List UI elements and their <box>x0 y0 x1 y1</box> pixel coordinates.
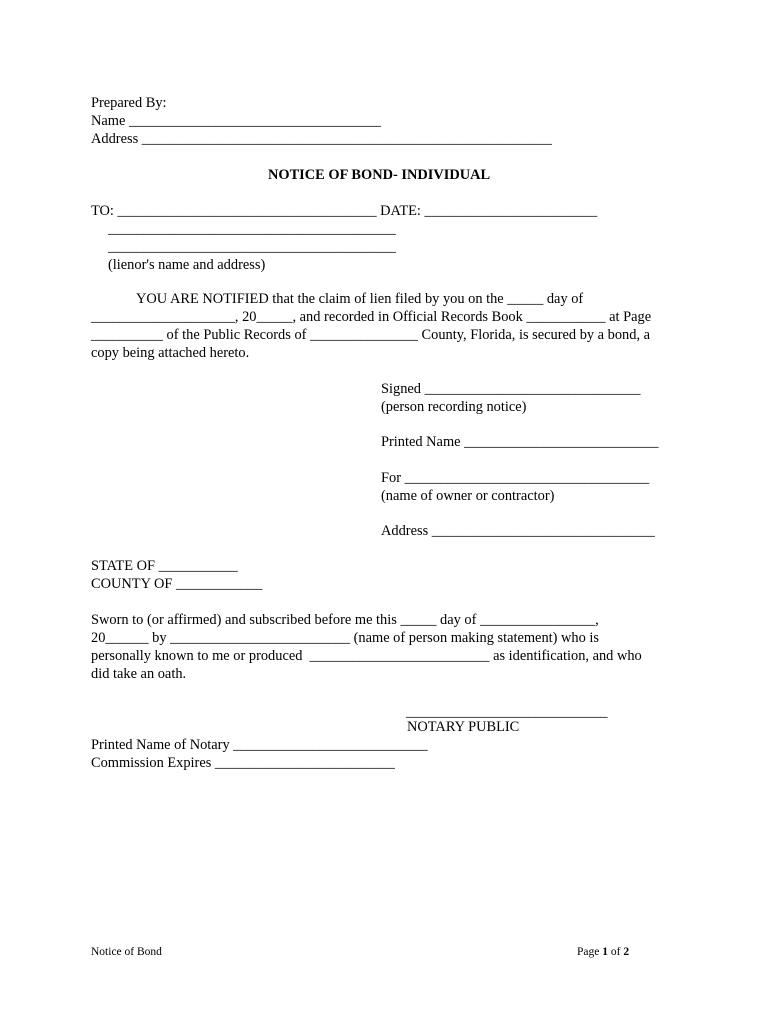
notice-line-2: ____________________, 20_____, and recorded in Official Records Book ___________ at Page <box>91 309 652 325</box>
footer-document-name: Notice of Bond <box>91 946 162 958</box>
signed-line: Signed ______________________________ <box>381 381 641 397</box>
signed-caption: (person recording notice) <box>381 399 527 415</box>
notary-public-label: NOTARY PUBLIC <box>407 719 520 735</box>
sworn-line-2: 20______ by _________________________ (name of person making statement) who is <box>91 630 600 646</box>
preparer-name-line: Name ___________________________________ <box>91 113 381 129</box>
notice-line-1: YOU ARE NOTIFIED that the claim of lien filed by you on the _____ day of <box>136 291 584 307</box>
for-caption: (name of owner or contractor) <box>381 488 555 504</box>
prepared-by-label: Prepared By: <box>91 95 167 111</box>
lienor-blank-line-2: ________________________________________ <box>108 239 396 255</box>
page-total: 2 <box>623 946 630 958</box>
notice-line-3: __________ of the Public Records of _______________ County, Florida, is secured by a bond, a <box>91 327 651 343</box>
page-current: 1 <box>602 946 608 958</box>
page-number <box>577 945 629 959</box>
signer-address-line: Address _______________________________ <box>381 523 655 539</box>
commission-expires-line: Commission Expires _________________________ <box>91 755 395 771</box>
state-of-line: STATE OF ___________ <box>91 558 238 574</box>
notary-signature-line: ____________________________ <box>406 704 608 720</box>
notary-printed-name-line: Printed Name of Notary ___________________________ <box>91 737 428 753</box>
sworn-line-4: did take an oath. <box>91 666 187 682</box>
county-of-line: COUNTY OF ____________ <box>91 576 263 592</box>
page-middle: of <box>607 946 624 958</box>
preparer-address-line: Address _________________________________________________________ <box>91 131 552 147</box>
printed-name-line: Printed Name ___________________________ <box>381 434 659 450</box>
sworn-line-3: personally known to me or produced _________________________ as identification, and who <box>91 648 642 664</box>
notice-line-4: copy being attached hereto. <box>91 345 250 361</box>
page-title: NOTICE OF BOND- INDIVIDUAL <box>268 167 491 183</box>
lienor-blank-line-1: ________________________________________ <box>108 221 396 237</box>
for-line: For __________________________________ <box>381 470 650 486</box>
page-prefix: Page <box>577 946 603 958</box>
to-date-line: TO: ____________________________________ DATE: ________________________ <box>91 203 598 219</box>
sworn-line-1: Sworn to (or affirmed) and subscribed before me this _____ day of ________________, <box>91 612 599 628</box>
lienor-caption: (lienor's name and address) <box>108 257 266 273</box>
